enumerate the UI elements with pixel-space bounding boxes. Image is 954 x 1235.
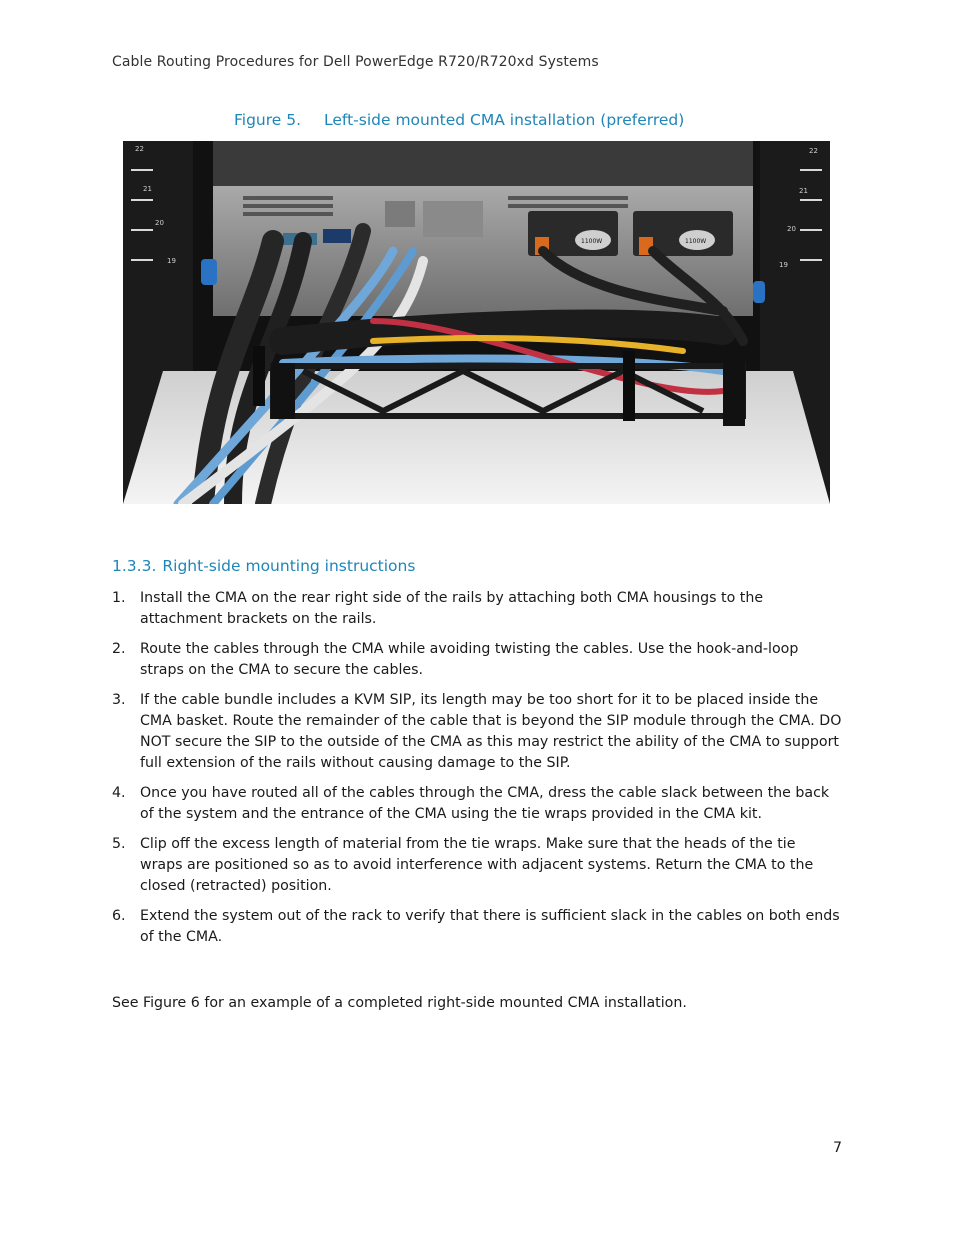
rack-unit-label: 19 <box>167 257 176 265</box>
step-text: If the cable bundle includes a KVM SIP, its length may be too short for it to be placed inside the CMA basket. Route the remainder of the cable that is beyond the SIP module through the CMA. DO NOT secure the SIP to the outside of the CMA as this may restrict the ability of the CMA to support full extension of the rails without causing damage to the SIP. <box>140 692 842 771</box>
figure-number: Figure 5. <box>234 111 302 129</box>
running-header: Cable Routing Procedures for Dell PowerEdge R720/R720xd Systems <box>112 54 599 70</box>
list-item <box>112 783 842 825</box>
step-number: 4. <box>112 785 126 801</box>
rack-unit-label: 22 <box>809 147 818 155</box>
rack-unit-label: 20 <box>155 219 164 227</box>
closing-paragraph: See Figure 6 for an example of a completed right-side mounted CMA installation. <box>112 995 687 1011</box>
step-text: Clip off the excess length of material from the tie wraps. Make sure that the heads of the tie wraps are positioned so as to avoid interference with adjacent systems. Return the CMA to the closed (retracted) position. <box>140 836 814 894</box>
step-text: Once you have routed all of the cables through the CMA, dress the cable slack between the back of the system and the entrance of the CMA using the tie wraps provided in the CMA kit. <box>140 785 830 822</box>
step-number: 1. <box>112 590 126 606</box>
section-heading <box>112 557 415 575</box>
list-item <box>112 906 842 948</box>
psu-label: 1100W <box>581 238 603 245</box>
step-text: Install the CMA on the rear right side of the rails by attaching both CMA housings to the attachment brackets on the rails. <box>140 590 764 627</box>
list-item <box>112 834 842 897</box>
section-title: Right-side mounting instructions <box>162 557 416 575</box>
rack-unit-label: 19 <box>779 261 788 269</box>
rack-unit-label: 22 <box>135 145 144 153</box>
step-number: 3. <box>112 692 126 708</box>
step-number: 5. <box>112 836 126 852</box>
rack-unit-label: 21 <box>799 187 808 195</box>
list-item <box>112 639 842 681</box>
rack-unit-label: 21 <box>143 185 152 193</box>
list-item <box>112 690 842 774</box>
server-rack-photo <box>123 141 830 504</box>
step-number: 6. <box>112 908 126 924</box>
step-text: Extend the system out of the rack to verify that there is sufficient slack in the cables on both ends of the CMA. <box>140 908 840 945</box>
list-item <box>112 588 842 630</box>
step-text: Route the cables through the CMA while avoiding twisting the cables. Use the hook-and-loop straps on the CMA to secure the cables. <box>140 641 799 678</box>
section-number: 1.3.3. <box>112 557 157 575</box>
figure-caption <box>234 111 684 129</box>
figure-caption-text: Left-side mounted CMA installation (preferred) <box>324 111 685 129</box>
instruction-list <box>112 588 842 957</box>
psu-label: 1100W <box>685 238 707 245</box>
step-number: 2. <box>112 641 126 657</box>
rack-unit-label: 20 <box>787 225 796 233</box>
page-number: 7 <box>833 1140 843 1156</box>
figure-photo <box>123 141 830 504</box>
